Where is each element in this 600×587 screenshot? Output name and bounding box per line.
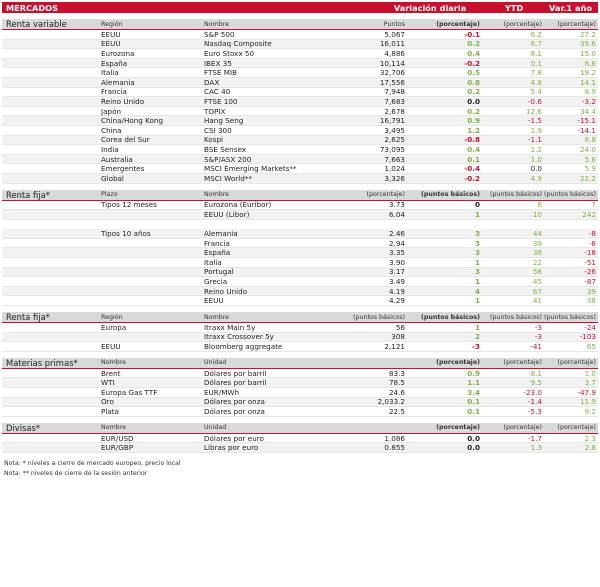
value-cell: 7,683 [384, 96, 405, 106]
value-cell: 56 [395, 322, 405, 332]
table-row [2, 126, 598, 136]
region-cell: Emergentes [101, 164, 145, 174]
section-header [2, 190, 598, 201]
table-row [2, 78, 598, 88]
year-cell: 7 [591, 200, 596, 210]
daily-cell: 3.4 [467, 387, 480, 397]
value-cell: 2.94 [388, 238, 405, 248]
region-cell: Italia [101, 68, 119, 78]
ytd-cell: 1.0 [530, 154, 542, 164]
column-header: (puntos básicos) [490, 313, 542, 321]
footnotes [2, 459, 598, 479]
ytd-cell: -1.4 [527, 397, 542, 407]
ytd-cell: 9.5 [530, 378, 542, 388]
value-cell: 7,948 [384, 87, 405, 97]
daily-cell: 3 [474, 267, 480, 277]
daily-cell: -0.2 [464, 58, 480, 68]
column-header: (porcentaje) [436, 359, 480, 367]
name-cell: Dólares por barril [204, 368, 267, 378]
section-title: Divisas* [6, 422, 41, 433]
table-row [2, 333, 598, 343]
table-row [2, 342, 598, 352]
name-cell: Reino Unido [204, 286, 248, 296]
table-row [2, 210, 598, 220]
value-cell: 2,625 [384, 135, 405, 145]
header-ytd: YTD [504, 2, 524, 13]
year-cell: -8 [588, 238, 596, 248]
year-cell: 2.3 [584, 433, 596, 443]
value-cell: 6.04 [388, 209, 405, 219]
ytd-cell: 12.6 [525, 106, 542, 116]
ytd-cell: 67 [532, 286, 542, 296]
year-cell: 27.2 [579, 29, 596, 39]
region-cell: China [101, 125, 122, 135]
ytd-cell: -3 [534, 322, 542, 332]
year-cell: -51 [584, 257, 596, 267]
daily-cell: 0.8 [467, 77, 480, 87]
column-header: (puntos básicos) [421, 191, 480, 198]
daily-cell: 0.9 [467, 368, 480, 378]
year-cell: 19.2 [579, 68, 596, 78]
ytd-cell: 1.2 [530, 144, 542, 154]
daily-cell: 1 [474, 277, 480, 287]
name-cell: CAC 40 [204, 87, 231, 97]
name-cell: BSE Sensex [204, 144, 247, 154]
table-row [2, 201, 598, 211]
table-row [2, 277, 598, 287]
ytd-cell: 58 [532, 267, 542, 277]
title-bar [2, 2, 598, 13]
value-cell: 16,011 [379, 39, 405, 49]
table-row [2, 229, 598, 239]
year-cell: 38 [586, 296, 596, 306]
name-cell: Dólares por onza [204, 397, 265, 407]
year-cell: -18 [584, 248, 596, 258]
region-cell: WTI [101, 378, 115, 388]
column-header: (porcentaje) [436, 20, 480, 28]
ytd-cell: -23.0 [523, 387, 542, 397]
name-cell: Italia [204, 257, 222, 267]
table-row [2, 323, 598, 333]
daily-cell: 3 [474, 248, 480, 258]
value-cell: 2,678 [384, 106, 405, 116]
year-cell: 242 [582, 209, 596, 219]
value-cell: 0.855 [384, 443, 405, 453]
header-daily: Variación diaria [393, 2, 467, 13]
daily-cell: 0.2 [467, 39, 480, 49]
section-title: Materias primas* [6, 357, 78, 368]
region-cell: Brent [101, 368, 121, 378]
daily-cell: -0.1 [464, 29, 480, 39]
value-cell: 308 [391, 332, 405, 342]
table-row [2, 268, 598, 278]
daily-cell: 1.2 [467, 125, 480, 135]
section-title: Renta fija* [6, 312, 50, 323]
ytd-cell: 45 [532, 277, 542, 287]
daily-cell: 0.2 [467, 106, 480, 116]
value-cell: 3.73 [388, 200, 405, 210]
name-cell: EUR/MWh [204, 387, 240, 397]
daily-cell: 4 [474, 286, 480, 296]
value-cell: 10,114 [379, 58, 405, 68]
region-cell: Europa [101, 322, 127, 332]
value-cell: 3.90 [388, 257, 405, 267]
daily-cell: 0.9 [467, 116, 480, 126]
ytd-cell: -0.6 [527, 96, 542, 106]
daily-cell: 0.0 [467, 443, 480, 453]
daily-cell: 1 [474, 296, 480, 306]
column-header: Región [101, 313, 123, 321]
name-cell: IBEX 35 [204, 58, 232, 68]
value-cell: 17,556 [379, 77, 405, 87]
ytd-cell: -1.1 [527, 135, 542, 145]
column-header: (porcentaje) [503, 424, 542, 432]
ytd-cell: 44 [532, 229, 542, 239]
section-header [2, 19, 598, 30]
section-title: Renta fija* [6, 189, 50, 200]
region-cell: España [101, 58, 128, 68]
year-cell: 39 [586, 286, 596, 296]
ytd-cell: 39 [532, 238, 542, 248]
column-header: Nombre [101, 359, 127, 367]
name-cell: CSI 300 [204, 125, 232, 135]
table-row [2, 434, 598, 444]
year-cell: 8.6 [584, 58, 596, 68]
ytd-cell: -1.7 [527, 433, 542, 443]
region-cell: Eurozona [101, 48, 135, 58]
column-header: (porcentaje) [503, 359, 542, 367]
name-cell: Dólares por euro [204, 433, 264, 443]
name-cell: MSCI World** [204, 173, 252, 183]
ytd-cell: -5.3 [527, 406, 542, 416]
column-header: (porcentaje) [557, 359, 596, 367]
ytd-cell: 5.4 [530, 87, 542, 97]
year-cell: -103 [579, 332, 596, 342]
column-header: (porcentaje) [557, 20, 596, 28]
year-cell: 65 [586, 342, 596, 352]
ytd-cell: 0.0 [530, 164, 542, 174]
daily-cell: 0.1 [467, 406, 480, 416]
region-cell: Japón [101, 106, 122, 116]
name-cell: España [204, 248, 231, 258]
column-header: Puntos [383, 20, 405, 28]
footnote: Nota: ** niveles de cierre de la sesión anterior [4, 469, 148, 477]
name-cell: S&P/ASX 200 [204, 154, 252, 164]
year-cell: -14.1 [577, 125, 596, 135]
year-cell: 5.6 [584, 154, 596, 164]
name-cell: TOPIX [204, 106, 226, 116]
value-cell: 4.29 [388, 296, 405, 306]
value-cell: 4.19 [388, 286, 405, 296]
table-row [2, 107, 598, 117]
ytd-cell: 1.3 [530, 443, 542, 453]
column-header: (porcentaje) [503, 20, 542, 28]
name-cell: Francia [204, 238, 230, 248]
table-row [2, 443, 598, 453]
value-cell: 83.3 [388, 368, 405, 378]
ytd-cell: 41 [532, 296, 542, 306]
column-header: (puntos básicos) [353, 313, 405, 321]
value-cell: 4,886 [384, 48, 405, 58]
section-header [2, 358, 598, 369]
daily-cell: 3 [474, 229, 480, 239]
year-cell: 22.2 [579, 173, 596, 183]
ytd-cell: 6.2 [530, 29, 542, 39]
value-cell: 73,095 [379, 144, 405, 154]
value-cell: 24.6 [388, 387, 405, 397]
year-cell: 34.4 [579, 106, 596, 116]
column-header: (puntos básicos) [544, 191, 596, 198]
region-cell: India [101, 144, 119, 154]
name-cell: FTSE MIB [204, 68, 238, 78]
region-cell: Tipos 10 años [101, 229, 151, 239]
ytd-cell: -1.5 [527, 116, 542, 126]
ytd-cell: 8.1 [530, 48, 542, 58]
ytd-cell: 1.9 [530, 125, 542, 135]
column-header: (puntos básicos) [490, 191, 542, 198]
table-row [2, 59, 598, 69]
name-cell: Libras por euro [204, 443, 259, 453]
table-row [2, 398, 598, 408]
table-row [2, 116, 598, 126]
region-cell: Reino Unido [101, 96, 145, 106]
column-header: (puntos básicos) [421, 313, 480, 321]
name-cell: EEUU (Libor) [204, 209, 250, 219]
year-cell: -26 [584, 267, 596, 277]
region-cell: Francia [101, 87, 127, 97]
region-cell: Alemania [101, 77, 135, 87]
name-cell: Eurozona (Euribor) [204, 200, 272, 210]
table-row [2, 378, 598, 388]
name-cell: Kospi [204, 135, 224, 145]
region-cell: Global [101, 173, 124, 183]
region-cell: Oro [101, 397, 114, 407]
column-header: Región [101, 20, 123, 28]
year-cell: 8.8 [584, 135, 596, 145]
table-section [2, 423, 598, 453]
value-cell: 7,663 [384, 154, 405, 164]
ytd-cell: 6 [537, 200, 542, 210]
table-row [2, 30, 598, 40]
name-cell: Alemania [204, 229, 238, 239]
daily-cell: -0.4 [464, 164, 480, 174]
daily-cell: 0.1 [467, 154, 480, 164]
value-cell: 3.17 [388, 267, 405, 277]
table-row [2, 155, 598, 165]
table-section [2, 358, 598, 417]
name-cell: FTSE 100 [204, 96, 238, 106]
region-cell: EEUU [101, 39, 121, 49]
column-header: Unidad [204, 359, 227, 367]
ytd-cell: 10 [532, 209, 542, 219]
region-cell: EEUU [101, 342, 121, 352]
column-header: (puntos básicos) [544, 313, 596, 321]
region-cell: EUR/USD [101, 433, 134, 443]
year-cell: -24 [584, 322, 596, 332]
table-row [2, 369, 598, 379]
ytd-cell: 8.1 [530, 368, 542, 378]
region-cell: China/Hong Kong [101, 116, 164, 126]
daily-cell: -0.2 [464, 173, 480, 183]
daily-cell: 0.4 [467, 48, 480, 58]
sections-container [2, 19, 598, 453]
name-cell: Itraxx Crossover 5y [204, 332, 274, 342]
value-cell: 16,791 [379, 116, 405, 126]
value-cell: 3,495 [384, 125, 405, 135]
value-cell: 3.35 [388, 248, 405, 258]
value-cell: 1,024 [384, 164, 405, 174]
year-cell: 1.0 [584, 368, 596, 378]
region-cell: Tipos 12 meses [101, 200, 157, 210]
year-cell: 5.9 [584, 164, 596, 174]
ytd-cell: 6.7 [530, 39, 542, 49]
name-cell: Bloomberg aggregate [204, 342, 283, 352]
table-row [2, 296, 598, 306]
spacer-row [2, 220, 598, 230]
table-row [2, 174, 598, 184]
section-header [2, 423, 598, 434]
value-cell: 22.5 [388, 406, 405, 416]
table-row [2, 97, 598, 107]
daily-cell: 0.0 [467, 96, 480, 106]
column-header: Nombre [101, 424, 127, 432]
value-cell: 1.086 [384, 433, 405, 443]
daily-cell: 0.1 [467, 397, 480, 407]
daily-cell: 0.5 [467, 68, 480, 78]
region-cell: Corea del Sur [101, 135, 150, 145]
region-cell: Europa Gas TTF [101, 387, 158, 397]
year-cell: 2.8 [584, 443, 596, 453]
table-section [2, 190, 598, 307]
value-cell: 2.46 [388, 229, 405, 239]
year-cell: -8 [588, 229, 596, 239]
year-cell: 3.7 [584, 378, 596, 388]
table-row [2, 388, 598, 398]
daily-cell: 1 [474, 257, 480, 267]
table-row [2, 248, 598, 258]
daily-cell: 2 [474, 332, 480, 342]
value-cell: 2,033.2 [377, 397, 405, 407]
value-cell: 5,067 [384, 29, 405, 39]
section-header [2, 312, 598, 323]
year-cell: 24.0 [579, 144, 596, 154]
name-cell: Portugal [204, 267, 234, 277]
region-cell: EEUU [101, 29, 121, 39]
region-cell: EUR/GBP [101, 443, 134, 453]
ytd-cell: -3 [534, 332, 542, 342]
value-cell: 32,706 [379, 68, 405, 78]
ytd-cell: 7.8 [530, 68, 542, 78]
ytd-cell: -41 [530, 342, 542, 352]
year-cell: -47.9 [577, 387, 596, 397]
ytd-cell: 0.1 [530, 58, 542, 68]
column-header: Plazo [101, 191, 118, 198]
name-cell: S&P 500 [204, 29, 235, 39]
daily-cell: -3 [472, 342, 480, 352]
column-header: (porcentaje) [557, 424, 596, 432]
daily-cell: 1 [474, 209, 480, 219]
column-header: (porcentaje) [366, 191, 405, 198]
column-header: Nombre [204, 191, 230, 198]
name-cell: Nasdaq Composite [204, 39, 272, 49]
table-row [2, 407, 598, 417]
year-cell: 39.6 [579, 39, 596, 49]
year-cell: -87 [584, 277, 596, 287]
header-1yr: Var.1 año [549, 2, 592, 13]
section-title: Renta variable [6, 19, 67, 29]
name-cell: Hang Seng [204, 116, 244, 126]
daily-cell: 0.2 [467, 87, 480, 97]
year-cell: -3.2 [581, 96, 596, 106]
value-cell: 2,121 [384, 342, 405, 352]
daily-cell: 0.0 [467, 433, 480, 443]
page-title: MERCADOS [6, 2, 59, 13]
daily-cell: 1 [474, 322, 480, 332]
ytd-cell: 4.9 [530, 173, 542, 183]
year-cell: 8.9 [584, 87, 596, 97]
table-row [2, 258, 598, 268]
daily-cell: 3 [474, 238, 480, 248]
year-cell: -15.1 [577, 116, 596, 126]
region-cell: Plata [101, 406, 119, 416]
value-cell: 3.49 [388, 277, 405, 287]
ytd-cell: 22 [532, 257, 542, 267]
year-cell: 15.0 [579, 48, 596, 58]
table-section [2, 19, 598, 184]
column-header: (porcentaje) [436, 424, 480, 432]
table-row [2, 164, 598, 174]
table-section [2, 312, 598, 352]
region-cell: Australia [101, 154, 133, 164]
name-cell: EEUU [204, 296, 224, 306]
column-header: Nombre [204, 313, 230, 321]
name-cell: MSCI Emerging Markets** [204, 164, 297, 174]
name-cell: DAX [204, 77, 220, 87]
name-cell: Dólares por onza [204, 406, 265, 416]
ytd-cell: 38 [532, 248, 542, 258]
name-cell: Dólares por barril [204, 378, 267, 388]
daily-cell: -0.8 [464, 135, 480, 145]
daily-cell: 0.4 [467, 144, 480, 154]
table-row [2, 49, 598, 59]
table-row [2, 68, 598, 78]
name-cell: Grecia [204, 277, 228, 287]
table-row [2, 287, 598, 297]
year-cell: 9.2 [584, 406, 596, 416]
value-cell: 78.5 [388, 378, 405, 388]
year-cell: 14.1 [579, 77, 596, 87]
year-cell: 11.9 [579, 397, 596, 407]
table-row [2, 40, 598, 50]
column-header: Unidad [204, 424, 227, 432]
table-row [2, 88, 598, 98]
name-cell: Itraxx Main 5y [204, 322, 256, 332]
table-row [2, 145, 598, 155]
table-row [2, 136, 598, 146]
ytd-cell: 4.8 [530, 77, 542, 87]
column-header: Nombre [204, 20, 230, 28]
value-cell: 3,326 [384, 173, 405, 183]
daily-cell: 0 [474, 200, 480, 210]
table-row [2, 239, 598, 249]
name-cell: Euro Stoxx 50 [204, 48, 255, 58]
daily-cell: 1.1 [467, 378, 480, 388]
footnote: Nota: * niveles a cierre de mercado europeo, precio local [4, 459, 181, 467]
